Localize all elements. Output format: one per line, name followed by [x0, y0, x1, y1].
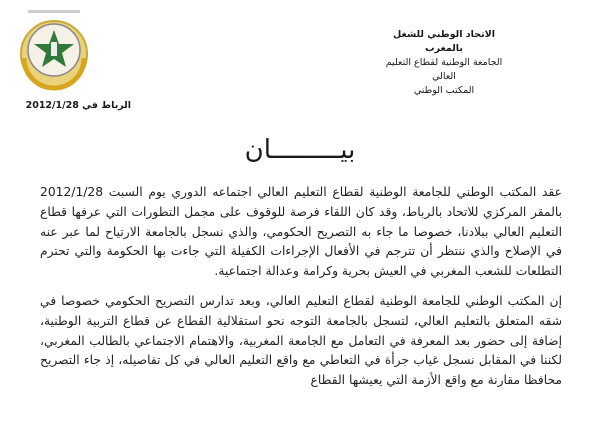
document-title: بيـــــــــان: [244, 135, 356, 165]
paragraph: عقد المكتب الوطني للجامعة الوطنية لقطاع التعليم العالي اجتماعه الدوري يوم السبت 2012/1/28 بالمقر المركزي للاتحاد بالرباط، وقد كان اللقاء فرصة للوقوف على مجمل التطورات التي عرفها قطاع التعليم العالي ببلادنا، خصوصا ما جاء به التصريح الحكومي، والذي نسجل بالجامعة الارتياح لما عبر عنه في الإصلاح والذي ننتظر أن تترجم في الأفعال الإجراءات الكفيلة التي جاءت بها الحكومة والتي تحترم التطلعات للشعب المغربي في العيش بحرية وكرامة وعدالة اجتماعية.: [40, 185, 562, 279]
paragraph: إن المكتب الوطني للجامعة الوطنية لقطاع التعليم العالي، وبعد تدارس التصريح الحكومي خصوصا في شقه المتعلق بالتعليم العالي، لتسجل بالجامعة التوجه نحو استقلالية القطاع عن قطاع التربية الوطنية، إضافة إلى حضور بعد المعرفة في التعامل مع الجامعة المغربية، والاهتمام الاجتماعي بالطالب المغربي، لكننا في المقابل نسجل غياب جرأة في التعاطي مع واقع التعليم العالي في كل تفاصيله، إذ جاء التصريح محافظا مقارنة مع واقع الأزمة التي يعيشها القطاع: [40, 293, 562, 388]
letterhead: [380, 28, 508, 98]
document-body: [40, 183, 562, 401]
federation-name: الجامعة الوطنية لقطاع التعليم العالي: [385, 57, 503, 82]
union-name: الاتحاد الوطني للشغل بالمغرب: [393, 29, 495, 54]
office-name: المكتب الوطني: [413, 85, 475, 96]
union-logo: [18, 8, 90, 92]
document-date: الرباط في 2012/1/28: [25, 100, 131, 111]
